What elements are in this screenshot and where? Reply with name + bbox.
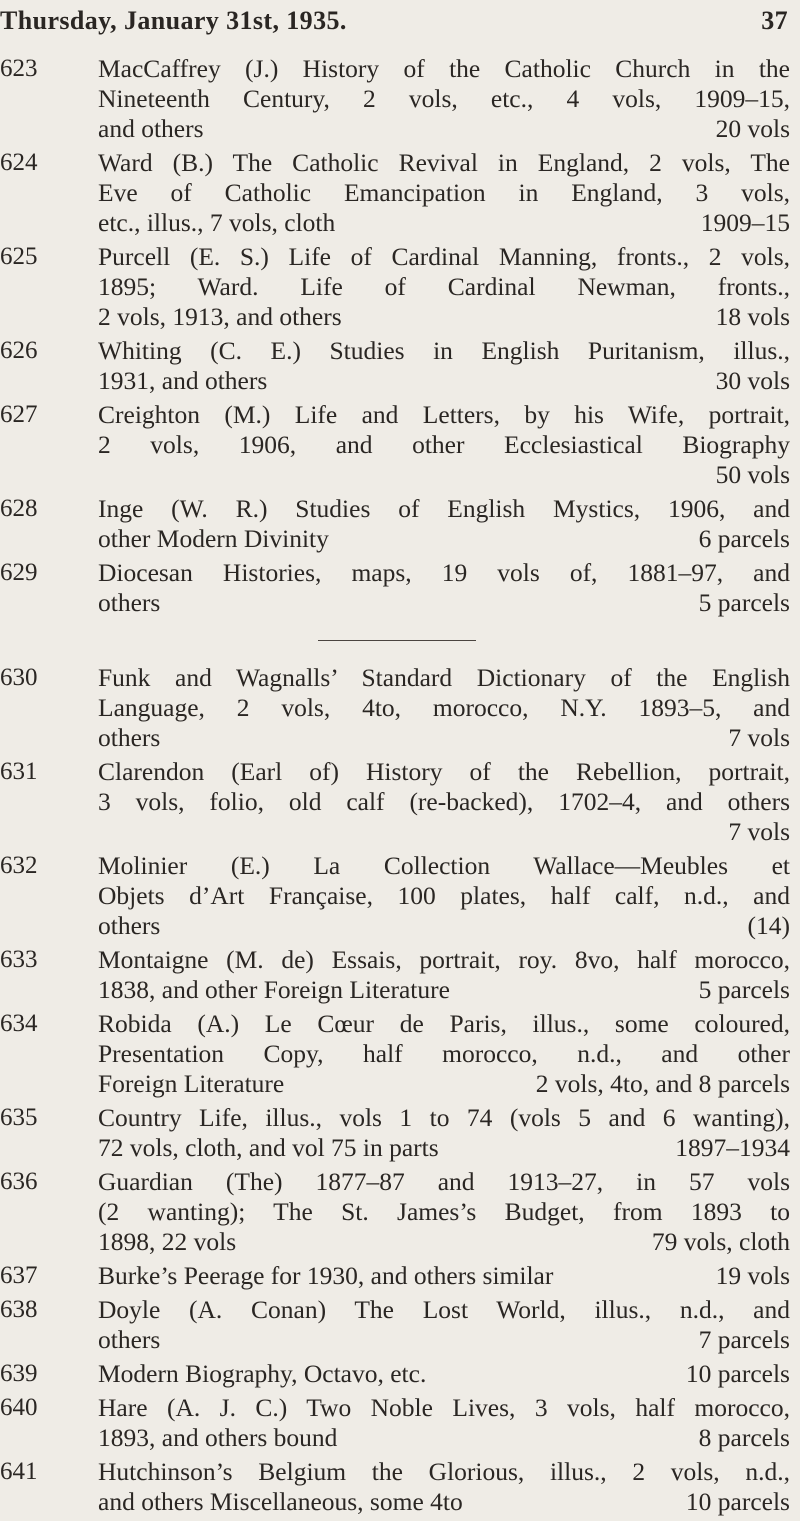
lot-text: 72 vols, cloth, and vol 75 in parts: [98, 1133, 439, 1162]
lot-line: [98, 723, 790, 753]
lot-text: and others: [98, 114, 204, 143]
lot-line: [98, 1487, 790, 1517]
lot-entry: [0, 1009, 790, 1099]
lot-quantity: 1897–1934: [675, 1133, 790, 1162]
lot-number: 626: [0, 337, 38, 364]
lot-number: 629: [0, 559, 38, 586]
lot-line: [98, 524, 790, 554]
lot-number: 635: [0, 1104, 38, 1131]
lot-text: others: [98, 1325, 161, 1354]
lot-line: Hare (A. J. C.) Two Noble Lives, 3 vols, half morocco,: [98, 1393, 790, 1422]
lot-quantity: 2 vols, 4to, and 8 parcels: [535, 1069, 790, 1098]
lot-quantity: 19 vols: [715, 1261, 790, 1290]
lot-number: 634: [0, 1010, 38, 1037]
lot-number: 638: [0, 1296, 38, 1323]
lot-line: [98, 911, 790, 941]
lot-quantity: 18 vols: [715, 302, 790, 331]
lot-quantity: (14): [747, 911, 790, 940]
lot-quantity: 30 vols: [715, 366, 790, 395]
lot-quantity: 8 parcels: [698, 1423, 790, 1452]
lot-line: [98, 975, 790, 1005]
lot-group-a: [0, 54, 790, 618]
lot-text: 1893, and others bound: [98, 1423, 338, 1452]
lot-text: others: [98, 911, 161, 940]
lot-text: 1898, 22 vols: [98, 1227, 237, 1256]
lot-line: Montaigne (M. de) Essais, portrait, roy. 8vo, half morocco,: [98, 945, 790, 974]
lot-quantity: 7 parcels: [698, 1325, 790, 1354]
lot-text: others: [98, 723, 161, 752]
lot-number: 641: [0, 1458, 38, 1485]
lot-number: 623: [0, 55, 38, 82]
lot-line: Objets d’Art Française, 100 plates, half calf, n.d., and: [98, 881, 790, 910]
lot-line: 1895; Ward. Life of Cardinal Newman, fronts.,: [98, 272, 790, 301]
lot-quantity: 5 parcels: [698, 588, 790, 617]
lot-number: 627: [0, 401, 38, 428]
lot-line: [98, 302, 790, 332]
lot-text: others: [98, 588, 161, 617]
lot-line: [98, 1227, 790, 1257]
lot-text: and others Miscellaneous, some 4to: [98, 1487, 463, 1516]
header-title: Thursday, January 31st, 1935.: [0, 6, 347, 35]
lot-number: 636: [0, 1168, 38, 1195]
lot-line: Presentation Copy, half morocco, n.d., and other: [98, 1039, 790, 1068]
lot-quantity: 50 vols: [715, 460, 790, 489]
lot-quantity: 7 vols: [728, 723, 790, 752]
lot-quantity: 5 parcels: [698, 975, 790, 1004]
lot-line: Doyle (A. Conan) The Lost World, illus., n.d., and: [98, 1295, 790, 1324]
lot-line: 3 vols, folio, old calf (re-backed), 1702–4, and others: [98, 787, 790, 816]
lot-line: Diocesan Histories, maps, 19 vols of, 1881–97, and: [98, 558, 790, 587]
lot-line: Ward (B.) The Catholic Revival in England, 2 vols, The: [98, 148, 790, 177]
lot-line: Eve of Catholic Emancipation in England, 3 vols,: [98, 178, 790, 207]
lot-quantity: 10 parcels: [685, 1359, 790, 1388]
lot-line: Nineteenth Century, 2 vols, etc., 4 vols, 1909–15,: [98, 84, 790, 113]
lot-entry: [0, 1261, 790, 1291]
lot-entry: [0, 945, 790, 1005]
lot-line: Purcell (E. S.) Life of Cardinal Manning, fronts., 2 vols,: [98, 242, 790, 271]
lot-line: [98, 588, 790, 618]
lot-text: 2 vols, 1913, and others: [98, 302, 342, 331]
lot-line: [98, 1359, 790, 1389]
lot-entry: [0, 851, 790, 941]
lot-entry: [0, 1103, 790, 1163]
lot-line: Language, 2 vols, 4to, morocco, N.Y. 1893–5, and: [98, 693, 790, 722]
lot-line: Guardian (The) 1877–87 and 1913–27, in 57 vols: [98, 1167, 790, 1196]
lot-line: Hutchinson’s Belgium the Glorious, illus., 2 vols, n.d.,: [98, 1457, 790, 1486]
lot-line: Country Life, illus., vols 1 to 74 (vols 5 and 6 wanting),: [98, 1103, 790, 1132]
lot-line: Clarendon (Earl of) History of the Rebellion, portrait,: [98, 757, 790, 786]
lot-entry: [0, 400, 790, 490]
lot-list: [0, 54, 790, 1521]
lot-number: 639: [0, 1360, 38, 1387]
lot-line: Inge (W. R.) Studies of English Mystics, 1906, and: [98, 494, 790, 523]
lot-line: [98, 366, 790, 396]
lot-line: Whiting (C. E.) Studies in English Puritanism, illus.,: [98, 336, 790, 365]
lot-quantity: 1909–15: [700, 208, 790, 237]
lot-line: [98, 208, 790, 238]
lot-entry: [0, 1393, 790, 1453]
page-number: 37: [761, 6, 788, 35]
lot-group-b: [0, 663, 790, 1517]
lot-quantity: 20 vols: [715, 114, 790, 143]
lot-line: [98, 1261, 790, 1291]
lot-line: Funk and Wagnalls’ Standard Dictionary of the English: [98, 663, 790, 692]
lot-entry: [0, 336, 790, 396]
lot-line: [98, 1325, 790, 1355]
lot-entry: [0, 494, 790, 554]
lot-entry: [0, 558, 790, 618]
section-divider: [318, 640, 476, 641]
lot-number: 637: [0, 1262, 38, 1289]
lot-line: [98, 1069, 790, 1099]
lot-quantity: 7 vols: [728, 817, 790, 846]
lot-number: 640: [0, 1394, 38, 1421]
lot-entry: [0, 1167, 790, 1257]
lot-quantity: 79 vols, cloth: [651, 1227, 790, 1256]
lot-number: 624: [0, 149, 38, 176]
lot-entry: [0, 148, 790, 238]
lot-number: 633: [0, 946, 38, 973]
lot-line: (2 wanting); The St. James’s Budget, from 1893 to: [98, 1197, 790, 1226]
lot-line: [98, 1133, 790, 1163]
lot-line: Robida (A.) Le Cœur de Paris, illus., some coloured,: [98, 1009, 790, 1038]
lot-text: 1838, and other Foreign Literature: [98, 975, 450, 1004]
lot-line: Creighton (M.) Life and Letters, by his Wife, portrait,: [98, 400, 790, 429]
page-header: [0, 6, 788, 36]
lot-entry: [0, 242, 790, 332]
lot-quantity: 6 parcels: [698, 524, 790, 553]
lot-entry: [0, 54, 790, 144]
lot-line: MacCaffrey (J.) History of the Catholic Church in the: [98, 54, 790, 83]
lot-entry: [0, 1295, 790, 1355]
lot-number: 632: [0, 852, 38, 879]
lot-text: Burke’s Peerage for 1930, and others similar: [98, 1261, 554, 1290]
lot-line: 2 vols, 1906, and other Ecclesiastical Biography: [98, 430, 790, 459]
lot-number: 625: [0, 243, 38, 270]
lot-quantity: 10 parcels: [685, 1487, 790, 1516]
lot-line: Molinier (E.) La Collection Wallace—Meubles et: [98, 851, 790, 880]
lot-text: other Modern Divinity: [98, 524, 329, 553]
lot-number: 628: [0, 495, 38, 522]
lot-text: etc., illus., 7 vols, cloth: [98, 208, 336, 237]
lot-line: [98, 1423, 790, 1453]
lot-entry: [0, 1457, 790, 1517]
lot-entry: [0, 1359, 790, 1389]
lot-text: 1931, and others: [98, 366, 268, 395]
lot-text: Modern Biography, Octavo, etc.: [98, 1359, 427, 1388]
lot-entry: [0, 663, 790, 753]
lot-text: Foreign Literature: [98, 1069, 285, 1098]
lot-number: 630: [0, 664, 38, 691]
lot-entry: [0, 757, 790, 847]
lot-number: 631: [0, 758, 38, 785]
lot-line: [98, 114, 790, 144]
